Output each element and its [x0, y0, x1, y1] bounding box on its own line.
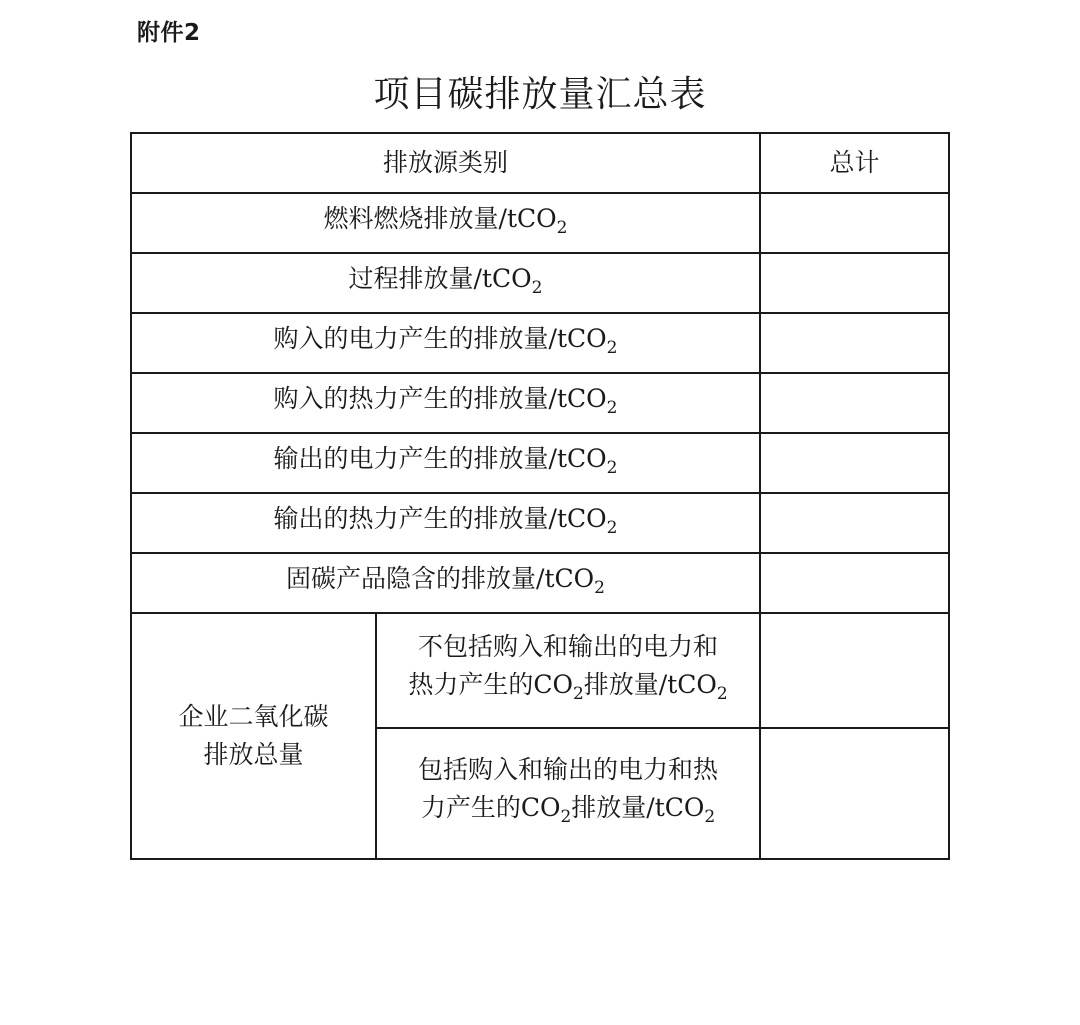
total-cell[interactable]	[760, 373, 949, 433]
total-cell[interactable]	[760, 433, 949, 493]
row-label	[131, 553, 760, 613]
row-label-text: 固碳产品隐含的排放量/tCO	[286, 563, 595, 593]
table-row	[131, 373, 949, 433]
total-cell[interactable]	[760, 193, 949, 253]
header-category: 排放源类别	[131, 133, 760, 193]
table-row	[131, 553, 949, 613]
enterprise-total-label	[131, 613, 376, 859]
including-label-line1: 包括购入和输出的电力和热	[418, 755, 719, 784]
subscript: 2	[556, 217, 568, 238]
table-row	[131, 193, 949, 253]
table-row	[131, 433, 949, 493]
total-cell[interactable]	[760, 313, 949, 373]
table-row	[131, 253, 949, 313]
text-part: 排放量/tCO	[571, 793, 705, 822]
enterprise-total-row-excluding	[131, 613, 949, 728]
subscript: 2	[531, 277, 543, 298]
row-label-text: 输出的热力产生的排放量/tCO	[273, 503, 607, 533]
table-header-row	[131, 133, 949, 193]
row-label-text: 购入的电力产生的排放量/tCO	[273, 323, 607, 353]
total-cell[interactable]	[760, 553, 949, 613]
excluding-label-line2	[383, 666, 753, 713]
excluding-label	[376, 613, 760, 728]
including-label-line2	[383, 789, 753, 836]
subscript: 2	[606, 457, 618, 478]
header-total: 总计	[760, 133, 949, 193]
subscript: 2	[606, 517, 618, 538]
total-cell[interactable]	[760, 253, 949, 313]
attachment-label: 附件2	[137, 20, 201, 46]
text-part: 排放量/tCO	[583, 670, 717, 699]
row-label	[131, 193, 760, 253]
text-part: 热力产生的CO	[408, 670, 573, 699]
row-label	[131, 433, 760, 493]
row-label	[131, 493, 760, 553]
row-label	[131, 373, 760, 433]
text-part: 力产生的CO	[420, 793, 561, 822]
row-label	[131, 253, 760, 313]
row-label-text: 燃料燃烧排放量/tCO	[323, 203, 557, 233]
table-row	[131, 313, 949, 373]
subscript: 2	[606, 337, 618, 358]
table-row	[131, 493, 949, 553]
subscript: 2	[594, 577, 605, 598]
total-cell[interactable]	[760, 728, 949, 859]
subscript: 2	[704, 807, 716, 827]
row-label	[131, 313, 760, 373]
subscript: 2	[572, 684, 584, 704]
including-label	[376, 728, 760, 859]
enterprise-total-label-line2: 排放总量	[203, 740, 304, 769]
row-label-text: 过程排放量/tCO	[348, 263, 532, 293]
subscript: 2	[716, 684, 728, 704]
total-cell[interactable]	[760, 613, 949, 728]
row-label-text: 输出的电力产生的排放量/tCO	[273, 443, 607, 473]
page-title: 项目碳排放量汇总表	[373, 74, 707, 115]
total-cell[interactable]	[760, 493, 949, 553]
row-label-text: 购入的热力产生的排放量/tCO	[273, 383, 607, 413]
emission-summary-table	[130, 132, 950, 860]
excluding-label-line1: 不包括购入和输出的电力和	[418, 632, 719, 661]
subscript: 2	[606, 397, 618, 418]
enterprise-total-label-line1: 企业二氧化碳	[178, 702, 329, 731]
subscript: 2	[560, 807, 572, 827]
